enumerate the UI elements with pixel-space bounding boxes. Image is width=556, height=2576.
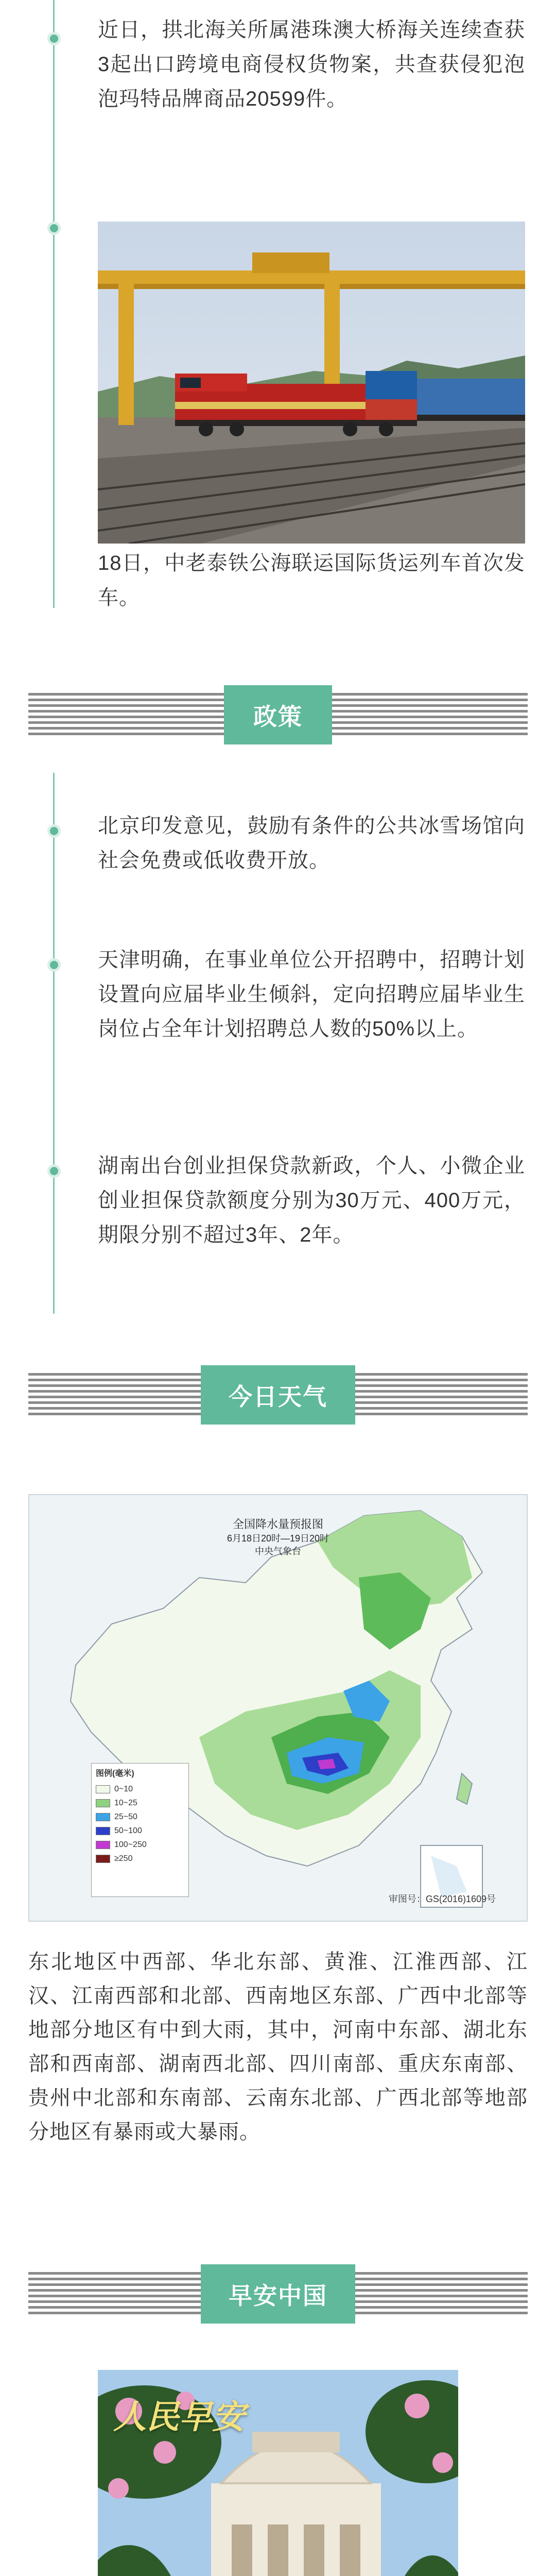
morning-poster-image bbox=[98, 2370, 458, 2576]
morning-section-header bbox=[28, 2264, 528, 2324]
timeline-dot bbox=[47, 222, 61, 235]
legend-label: 100~250 bbox=[114, 1840, 147, 1849]
timeline-line bbox=[53, 0, 55, 608]
legend-label: 50~100 bbox=[114, 1826, 142, 1835]
policy-item-1: 北京印发意见，鼓励有条件的公共冰雪场馆向社会免费或低收费开放。 bbox=[98, 815, 525, 872]
map-approval-number: 审图号：GS(2016)1609号 bbox=[388, 1894, 496, 1904]
legend-swatch bbox=[96, 1841, 110, 1849]
legend-label: 25~50 bbox=[114, 1812, 137, 1821]
news-timeline bbox=[0, 0, 556, 665]
legend-row bbox=[96, 1838, 184, 1852]
legend-row bbox=[96, 1782, 184, 1796]
legend-label: 10~25 bbox=[114, 1798, 137, 1807]
map-legend bbox=[91, 1763, 189, 1897]
legend-label: ≥250 bbox=[114, 1854, 133, 1863]
timeline-dot bbox=[47, 824, 61, 838]
legend-row bbox=[96, 1824, 184, 1838]
legend-title: 图例(毫米) bbox=[96, 1769, 134, 1778]
legend-swatch bbox=[96, 1813, 110, 1821]
timeline-dot bbox=[47, 32, 61, 45]
poster-calligraphy: 人民早安 bbox=[113, 2398, 245, 2435]
legend-swatch bbox=[96, 1785, 110, 1793]
policy-timeline bbox=[0, 773, 556, 1329]
map-time-range: 6月18日20时—19日20时 bbox=[227, 1533, 329, 1544]
map-title: 全国降水量预报图 bbox=[232, 1518, 323, 1531]
timeline-dot bbox=[47, 1164, 61, 1178]
morning-header-label: 早安中国 bbox=[201, 2264, 355, 2324]
timeline-dot bbox=[47, 958, 61, 972]
freight-train-photo bbox=[98, 222, 525, 544]
legend-swatch bbox=[96, 1855, 110, 1863]
precipitation-forecast-map bbox=[28, 1494, 528, 1922]
policy-section-header bbox=[28, 685, 528, 744]
legend-row bbox=[96, 1796, 184, 1810]
weather-section-header bbox=[28, 1365, 528, 1425]
legend-row bbox=[96, 1810, 184, 1824]
news-item-2: 18日，中老泰铁公海联运国际货运列车首次发车。 bbox=[98, 552, 525, 609]
policy-item-2: 天津明确，在事业单位公开招聘中，招聘计划设置向应届毕业生倾斜，定向招聘应届毕业生岗位占全年计划招聘总人数的50%以上。 bbox=[98, 948, 525, 1040]
policy-header-label: 政策 bbox=[224, 685, 332, 744]
map-organization: 中央气象台 bbox=[255, 1546, 301, 1556]
legend-label: 0~10 bbox=[114, 1784, 133, 1793]
timeline-line bbox=[53, 773, 55, 1314]
weather-header-label: 今日天气 bbox=[201, 1365, 355, 1425]
policy-item-3: 湖南出台创业担保贷款新政，个人、小微企业创业担保贷款额度分别为30万元、400万元，期限分别不超过3年、2年。 bbox=[98, 1155, 525, 1246]
legend-swatch bbox=[96, 1827, 110, 1835]
legend-swatch bbox=[96, 1799, 110, 1807]
legend-row bbox=[96, 1852, 184, 1866]
news-item-1: 近日，拱北海关所属港珠澳大桥海关连续查获3起出口跨境电商侵权货物案，共查获侵犯泡泡玛特品牌商品20599件。 bbox=[98, 19, 525, 110]
weather-text: 东北地区中西部、华北东部、黄淮、江淮西部、江汉、江南西部和北部、西南地区东部、广西中北部等地部分地区有中到大雨，其中，河南中东部、湖北东部和西南部、湖南西北部、四川南部、重庆东南部、贵州中北部和东南部、云南东北部、广西北部等地部分地区有暴雨或大暴雨。 bbox=[28, 1951, 528, 2143]
train-illustration bbox=[98, 222, 525, 544]
